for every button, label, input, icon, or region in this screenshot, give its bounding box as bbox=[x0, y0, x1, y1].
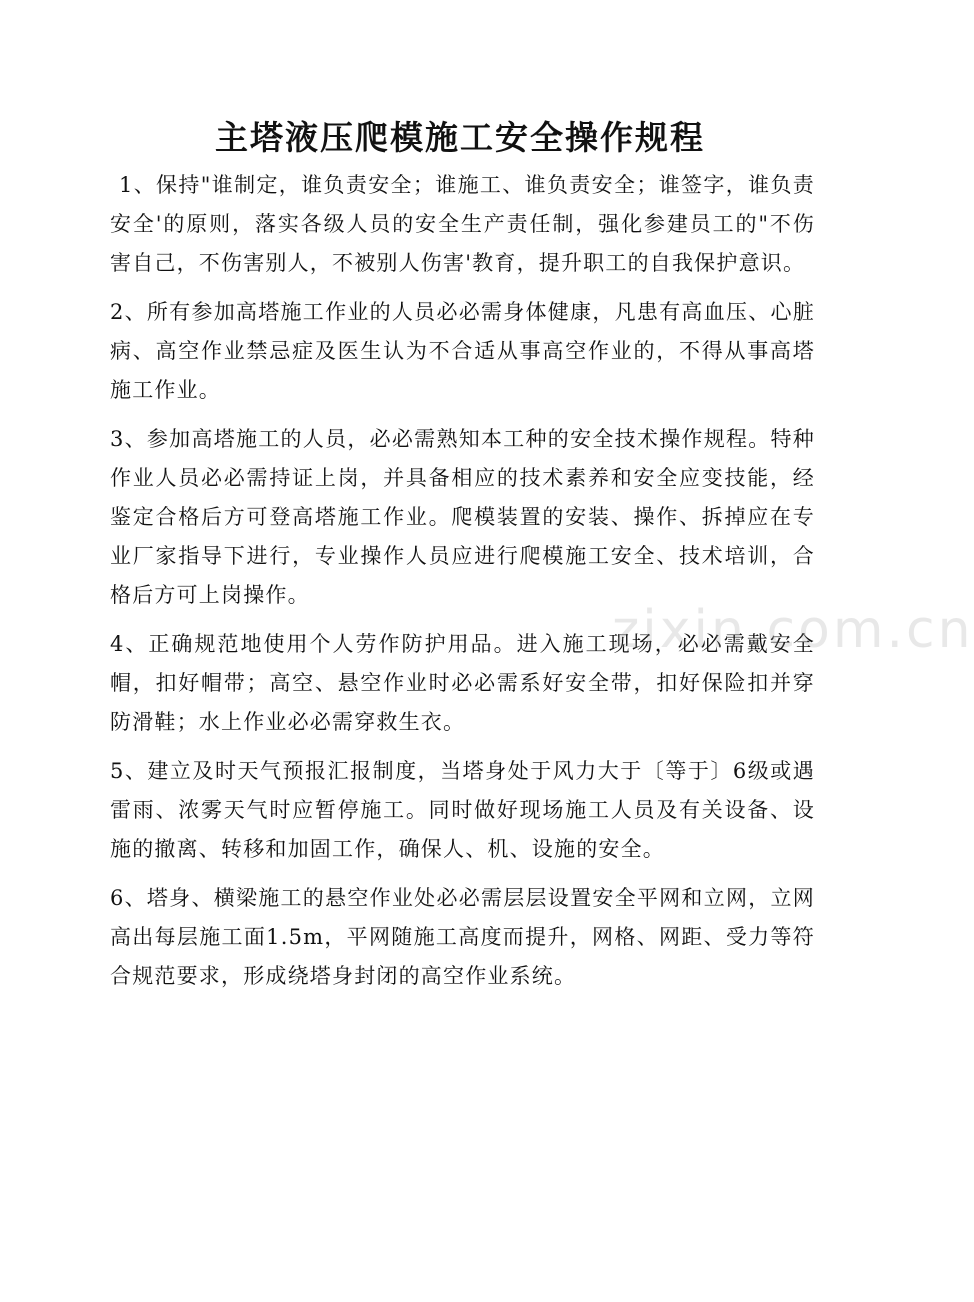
paragraph-4: 4、正确规范地使用个人劳作防护用品。进入施工现场，必必需戴安全帽，扣好帽带；高空、悬空作业时必必需系好安全带，扣好保险扣并穿防滑鞋；水上作业必必需穿救生衣。 bbox=[110, 632, 815, 734]
watermark-text: zixin.com.cn bbox=[612, 600, 974, 660]
paragraph-1: 1、保持"谁制定，谁负责安全；谁施工、谁负责安全；谁签字，谁负责安全'的原则，落实各级人员的安全生产责任制，强化参建员工的"不伤害自己，不伤害别人，不被别人伤害'教育，提升职工的自我保护意识。 bbox=[110, 173, 815, 275]
paragraph-2: 2、所有参加高塔施工作业的人员必必需身体健康，凡患有高血压、心脏病、高空作业禁忌症及医生认为不合适从事高空作业的，不得从事高塔施工作业。 bbox=[110, 300, 815, 402]
document-title: 主塔液压爬模施工安全操作规程 bbox=[215, 118, 705, 157]
paragraph-3: 3、参加高塔施工的人员，必必需熟知本工种的安全技术操作规程。特种作业人员必必需持证上岗，并具备相应的技术素养和安全应变技能，经鉴定合格后方可登高塔施工作业。爬模装置的安装、操作、拆掉应在专业厂家指导下进行，专业操作人员应进行爬模施工安全、技术培训，合格后方可上岗操作。 bbox=[110, 427, 815, 607]
paragraph-6: 6、塔身、横梁施工的悬空作业处必必需层层设置安全平网和立网，立网高出每层施工面1.5m，平网随施工高度而提升，网格、网距、受力等符合规范要求，形成绕塔身封闭的高空作业系统。 bbox=[110, 886, 815, 988]
document-body bbox=[110, 166, 815, 1006]
paragraph-5: 5、建立及时天气预报汇报制度，当塔身处于风力大于〔等于〕6级或遇雷雨、浓雾天气时应暂停施工。同时做好现场施工人员及有关设备、设施的撤离、转移和加固工作，确保人、机、设施的安全。 bbox=[110, 759, 815, 861]
